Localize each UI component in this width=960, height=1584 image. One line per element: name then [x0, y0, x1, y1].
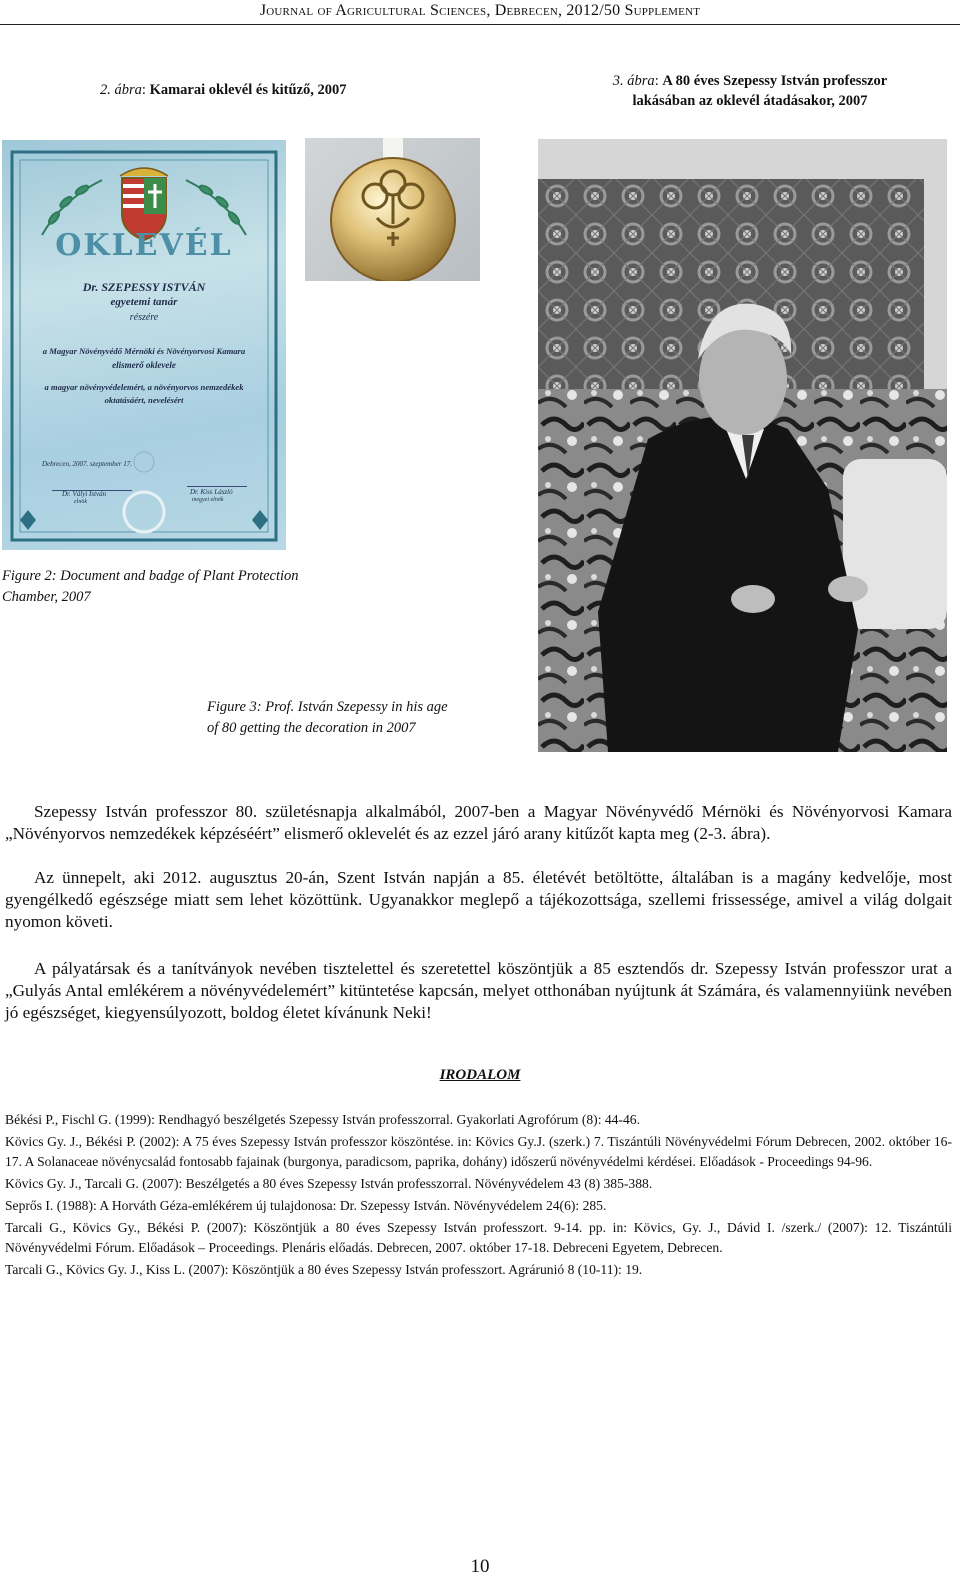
body-paragraph-1: Szepessy István professzor 80. születésnapja alkalmából, 2007-ben a Magyar Növényvédő Mérnöki és Növényorvosi Kamara „Növényorvos nemzedékek képzéséért” elismerő oklevelét és az ezzel járó arany kitűzőt kapta meg (2-3. ábra).: [5, 802, 952, 843]
certificate-line1: a Magyar Növényvédő Mérnöki és Növényorvosi Kamara: [42, 346, 246, 356]
badge-image: [305, 138, 480, 281]
body-paragraph-3: A pályatársak és a tanítványok nevében tisztelettel és szeretettel köszöntjük a 85 esztendős dr. Szepessy István professzor urat a „Gulyás Antal emlékérem a növényvédelemért” kitüntetése kapcsán, melyet otthonában nyújtunk át Számára, és valamennyiünk nevében jó egészséget, kiegyensúlyozott, boldog életet kívánunk Neki!: [5, 959, 952, 1022]
page-number: 10: [470, 1556, 490, 1577]
figure3-caption-en: Figure 3: Prof. István Szepessy in his age of 80 getting the decoration in 2007: [207, 699, 448, 736]
reference-item: Tarcali G., Kövics Gy. J., Kiss L. (2007): Köszöntjük a 80 éves Szepessy István professzort. Agrárunió 8 (10-11): 19.: [5, 1262, 643, 1277]
certificate-signature-2: [187, 474, 247, 487]
reference-list: [5, 1110, 952, 1282]
certificate-line4: oktatásáért, nevelésért: [104, 395, 184, 405]
certificate-heading: OKLEVÉL: [55, 228, 233, 263]
certificate-line2: elismerő oklevele: [112, 360, 176, 370]
portrait-graphic: [538, 139, 947, 752]
portrait-photo: [538, 139, 947, 752]
reference-item: Seprős I. (1988): A Horváth Géza-emlékérem új tulajdonosa: Dr. Szepessy István. Növényvédelem 24(6): 285.: [5, 1198, 607, 1213]
gold-badge-icon: [305, 138, 480, 281]
header-rule: [0, 24, 960, 25]
figure2-caption-hu: 2. ábra: Kamarai oklevél és kitűző, 2007: [100, 82, 347, 98]
certificate-date: Debrecen, 2007. szeptember 17.: [42, 460, 132, 468]
reference-item: Békési P., Fischl G. (1999): Rendhagyó beszélgetés Szepessy István professzorral. Gyakorlati Agrofórum (8): 44-46.: [5, 1112, 640, 1127]
certificate-frame-graphic: [2, 140, 286, 550]
references-title: IRODALOM: [439, 1067, 521, 1083]
certificate-name: Dr. SZEPESSY ISTVÁN: [82, 280, 206, 294]
figure3-caption-hu: 3. ábra: A 80 éves Szepessy István professzor lakásában az oklevél átadásakor, 2007: [612, 73, 888, 109]
figure2-caption-en: Figure 2: Document and badge of Plant Protection Chamber, 2007: [2, 568, 299, 605]
certificate-rank: egyetemi tanár: [110, 296, 178, 308]
reference-item: Tarcali G., Kövics Gy., Békési P. (2007): Köszöntjük a 80 éves Szepessy István professzort. 9-14. pp. in: Kövics, Gy. J., Dávid I. /szerk./ (2007): 12. Tiszántúli Növényvédelmi Fórum. Előadások – Proceedings. Plenáris előadás. Debrecen, 2007. október 17-18. Debreceni Egyetem, Debrecen.: [5, 1220, 952, 1255]
certificate-signer-1-role: elnök: [74, 499, 87, 505]
reference-item: Kövics Gy. J., Tarcali G. (2007): Beszélgetés a 80 éves Szepessy István professzorral. Növényvédelem 43 (8) 385-388.: [5, 1176, 653, 1191]
running-head: Journal of Agricultural Sciences, Debrecen, 2012/50 Supplement: [259, 2, 701, 19]
certificate-for: részére: [129, 312, 159, 323]
body-paragraph-2: Az ünnepelt, aki 2012. augusztus 20-án, Szent István napján a 85. életévét betöltötte, általában is a magány kedvelője, most gyengélkedő egészsége miatt sem lehet közöttünk. Ugyanakkor meglepő a tájékozottsága, szellemi frissessége, amivel a világ dolgait nyomon követi.: [5, 868, 952, 931]
certificate-signer-1: Dr. Vályi István: [62, 490, 107, 498]
certificate-signer-2-role: megyei elnök: [192, 497, 224, 503]
certificate-image: [2, 140, 286, 550]
certificate-line3: a magyar növényvédelemért, a növényorvos nemzedékek: [44, 382, 244, 392]
reference-item: Kövics Gy. J., Békési P. (2002): A 75 éves Szepessy István professzor köszöntése. in: Kövics Gy.J. (szerk.) 7. Tiszántúli Növényvédelmi Fórum Debrecen, 2002. október 16-17. A Solanaceae növénycsalád fontosabb fajainak (burgonya, paradicsom, paprika, dohány) időszerű növényvédelmi kérdései. Előadások - Proceedings 94-96.: [5, 1134, 952, 1169]
certificate-signer-2: Dr. Kiss László: [190, 488, 233, 496]
